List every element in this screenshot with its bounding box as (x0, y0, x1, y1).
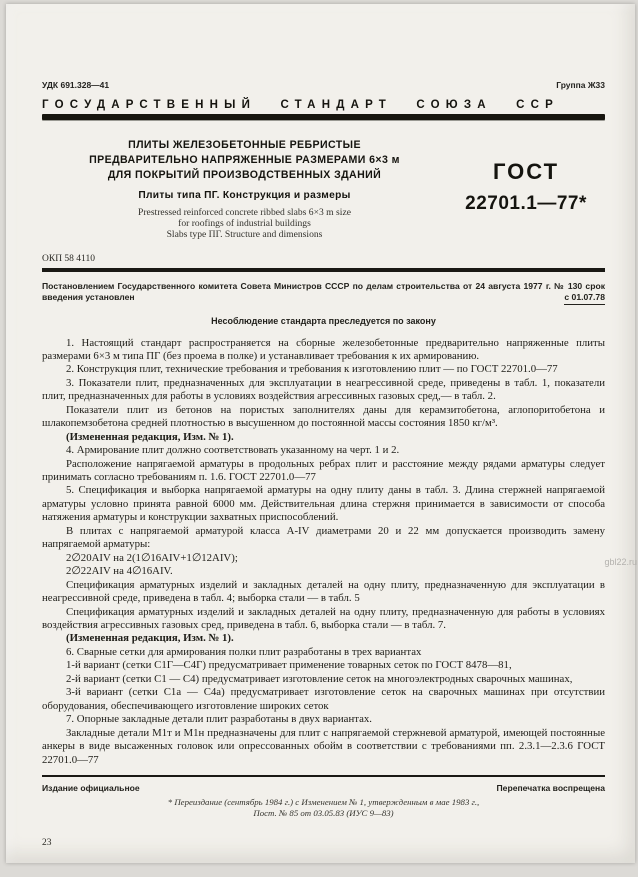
official-edition-label: Издание официальное (42, 782, 140, 793)
paragraph-20: Закладные детали М1т и М1н предназначены для плит с напрягаемой стержневой арматурой, имеющей постоянные анкеры в виде высаженных головок или опрессованных обойм в соответствии с требованиями пп. 2.3.1—2.3.6 ГОСТ 22701.0—77 (42, 726, 605, 766)
udk-code: УДК 691.328—41 (42, 80, 110, 90)
document-subtitle: Плиты типа ПГ. Конструкция и размеры (138, 190, 351, 201)
group-code: Группа Ж33 (556, 80, 605, 90)
decree-text: Постановлением Государственного комитета Совета Министров СССР по делам строительства от 24 августа 1977 г. № 130 срок введения установлен (42, 280, 605, 302)
footnote-line-2: Пост. № 85 от 03.05.83 (ИУС 9—83) (253, 808, 394, 818)
law-enforcement-line: Несоблюдение стандарта преследуется по закону (211, 315, 436, 326)
classification-row (42, 80, 605, 90)
paragraph-18: 3-й вариант (сетки С1а — С4а) предусматривает изготовление сеток на сварочных машинах при отсутствии оборудования, обеспечивающего изготовление широких сеток (42, 686, 605, 712)
reprint-prohibited-label: Перепечатка воспрещена (496, 782, 605, 793)
okp-code: ОКП 58 4110 (42, 254, 95, 264)
page-number: 23 (42, 837, 52, 848)
site-watermark: gbl22.ru (604, 557, 637, 567)
effective-date: с 01.07.78 (564, 292, 605, 305)
paragraph-15: 6. Сварные сетки для армирования полки плит разработаны в трех вариантах (66, 645, 422, 658)
state-standard-banner: ГОСУДАРСТВЕННЫЙ СТАНДАРТ СОЮЗА ССР (42, 99, 560, 111)
english-title-line-1: Prestressed reinforced concrete ribbed slabs 6×3 m size (138, 207, 351, 218)
english-title-line-3: Slabs type ПГ. Structure and dimensions (166, 229, 323, 240)
rebar-substitution-1: 2∅20АIV на 2(1∅16АIV+1∅12АIV); (66, 551, 238, 564)
banner-rule (42, 114, 605, 120)
paragraph-16: 1-й вариант (сетки С1Г—С4Г) предусматривает применение товарных сеток по ГОСТ 8478—81, (66, 659, 512, 672)
title-line-2: ПРЕДВАРИТЕЛЬНО НАПРЯЖЕННЫЕ РАЗМЕРАМИ 6×3 м (89, 154, 400, 166)
decree-paragraph (42, 281, 605, 304)
reissue-footnote (42, 797, 605, 820)
paragraph-6: 4. Армирование плит должно соответствовать указанному на черт. 1 и 2. (66, 444, 400, 457)
footer-rule (42, 775, 605, 777)
paragraph-17: 2-й вариант (сетки С1 — С4) предусматривает изготовление сеток на многоэлектродных сварочных машинах, (66, 672, 573, 685)
paragraph-2: 2. Конструкция плит, технические требования и требования к изготовлению плит — по ГОСТ 22701.0—77 (66, 363, 558, 376)
rebar-substitution-2: 2∅22АIV на 4∅16АIV. (66, 565, 173, 578)
page-content (42, 80, 605, 848)
footnote-line-1: * Переиздание (сентябрь 1984 г.) с Изменением № 1, утвержденным в мае 1983 г., (167, 796, 480, 807)
paragraph-3: 3. Показатели плит, предназначенных для эксплуатации в неагрессивной среде, приведены в табл. 1, показатели плит, предназначенных для работы в условиях воздействия агрессивных газовых сред,— в табл. 2. (42, 376, 605, 403)
amendment-note-1: (Измененная редакция, Изм. № 1). (66, 430, 234, 443)
title-column (42, 138, 447, 240)
paragraph-1: 1. Настоящий стандарт распространяется на сборные железобетонные предварительно напряженные плиты размерами 6×3 м типа ПГ (без проема в полке) и устанавливает требования к их армированию. (42, 336, 605, 362)
paragraph-9: В плитах с напрягаемой арматурой класса А-IV диаметрами 20 и 22 мм допускается производить замену напрягаемой арматуры: (42, 524, 605, 551)
paragraph-7: Расположение напрягаемой арматуры в продольных ребрах плит и расстояние между рядами арматуры следует принимать согласно требованиям п. 1.6. ГОСТ 22701.0—77 (42, 457, 605, 484)
paragraph-12: Спецификация арматурных изделий и закладных деталей на одну плиту, предназначенную для эксплуатации в неагрессивной среде, приведена в табл. 4; выборка стали — в табл. 5 (42, 578, 605, 605)
footer-row (42, 783, 605, 793)
standard-body (42, 337, 605, 768)
english-title (42, 207, 447, 240)
title-block (42, 138, 605, 240)
paragraph-19: 7. Опорные закладные детали плит разработаны в двух вариантах. (66, 713, 372, 726)
paragraph-13: Спецификация арматурных изделий и закладных деталей на одну плиту, предназначенную для работы в условиях воздействия агрессивных газовых сред, приведена в табл. 6, выборка стали — в табл. 7. (42, 605, 605, 632)
gost-label: ГОСТ (492, 159, 560, 184)
english-title-line-2: for roofings of industrial buildings (178, 218, 311, 229)
title-line-1: ПЛИТЫ ЖЕЛЕЗОБЕТОННЫЕ РЕБРИСТЫЕ (128, 139, 361, 151)
document-title (42, 138, 447, 183)
gost-designation (447, 138, 605, 240)
title-line-3: ДЛЯ ПОКРЫТИЙ ПРОИЗВОДСТВЕННЫХ ЗДАНИЙ (107, 169, 382, 181)
paragraph-8: 5. Спецификация и выборка напрягаемой арматуры на одну плиту даны в табл. 3. Длина стержней напрягаемой арматуры условно принята равной 6000 мм. Действительная длина стержня принимается в зависимости от способа натяжения арматуры и конструкции захватных приспособлений. (42, 484, 605, 524)
section-rule (42, 268, 605, 272)
amendment-note-2: (Измененная редакция, Изм. № 1). (66, 632, 234, 645)
document-page (6, 4, 635, 863)
paragraph-4: Показатели плит из бетонов на пористых заполнителях даны для керамзитобетона, аглопоритобетона и шлакопемзобетона средней плотностью в высушенном до постоянной массы состояния 1850 кг/м³. (42, 403, 605, 430)
gost-number: 22701.1—77* (465, 193, 587, 214)
